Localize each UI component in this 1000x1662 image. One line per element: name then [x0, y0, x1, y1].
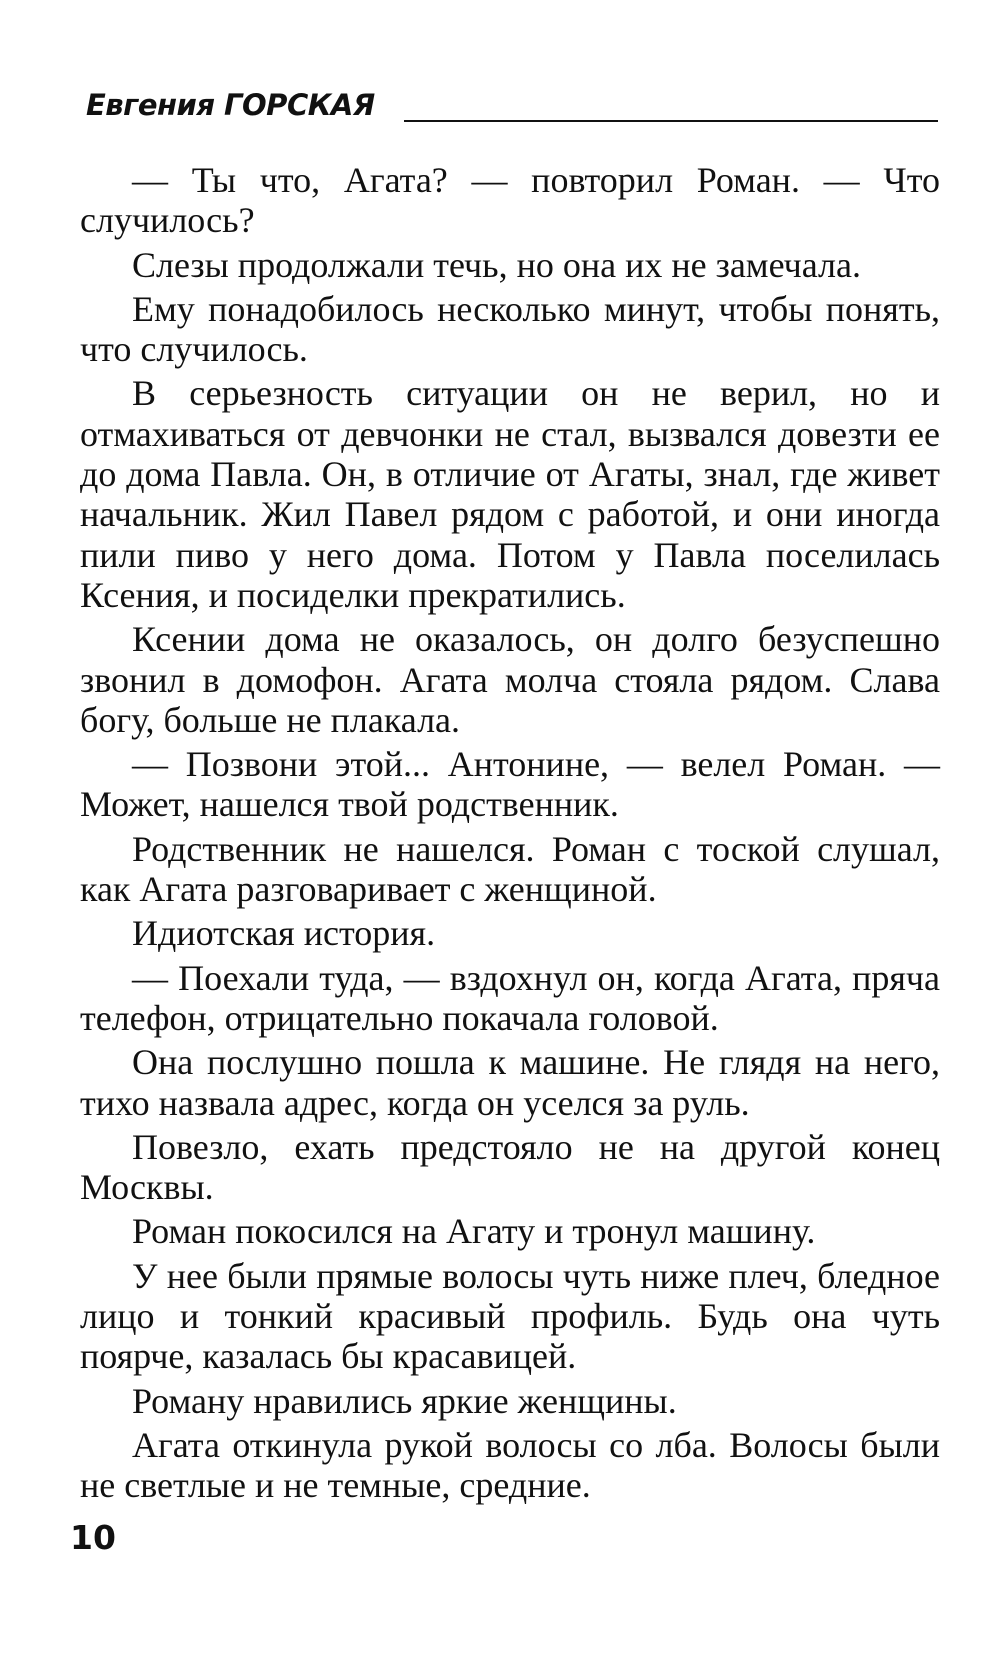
paragraph: Родственник не нашелся. Роман с тоской слушал, как Агата разговаривает с женщиной. — [80, 828, 940, 910]
header-rule — [404, 120, 938, 122]
page-number: 10 — [70, 1518, 116, 1557]
running-header — [86, 88, 946, 128]
paragraph: — Поехали туда, — вздохнул он, когда Агата, пряча телефон, отрицательно покачала головой. — [80, 957, 940, 1038]
paragraph: Повезло, ехать предстояло не на другой конец Москвы. — [80, 1126, 940, 1208]
paragraph: Ему понадобилось несколько минут, чтобы понять, что случилось. — [80, 288, 940, 370]
paragraph: Идиотская история. — [132, 913, 436, 954]
body-text — [80, 160, 940, 1510]
paragraph: Роману нравились яркие женщины. — [132, 1380, 677, 1421]
author-name: Евгения ГОРСКАЯ — [86, 88, 375, 122]
paragraph: — Ты что, Агата? — повторил Роман. — Что случилось? — [80, 160, 940, 241]
paragraph: В серьезность ситуации он не верил, но и отмахиваться от девчонки не стал, вызвался довезти ее до дома Павла. Он, в отличие от Агаты, знал, где живет начальник. Жил Павел рядом с работой, и они иногда пили пиво у него дома. Потом у Павла поселилась Ксения, и посиделки прекратились. — [80, 373, 940, 615]
paragraph: Роман покосился на Агату и тронул машину. — [132, 1211, 816, 1252]
paragraph: Агата откинула рукой волосы со лба. Волосы были не светлые и не темные, средние. — [80, 1424, 940, 1506]
paragraph: Ксении дома не оказалось, он долго безуспешно звонил в домофон. Агата молча стояла рядом. Слава богу, больше не плакала. — [80, 619, 940, 740]
paragraph: — Позвони этой... Антонине, — велел Роман. — Может, нашелся твой родственник. — [80, 744, 940, 825]
paragraph: Слезы продолжали течь, но она их не замечала. — [132, 244, 861, 285]
paragraph: Она послушно пошла к машине. Не глядя на него, тихо назвала адрес, когда он уселся за руль. — [80, 1042, 940, 1123]
paragraph: У нее были прямые волосы чуть ниже плеч, бледное лицо и тонкий красивый профиль. Будь она чуть поярче, казалась бы красавицей. — [80, 1255, 940, 1377]
